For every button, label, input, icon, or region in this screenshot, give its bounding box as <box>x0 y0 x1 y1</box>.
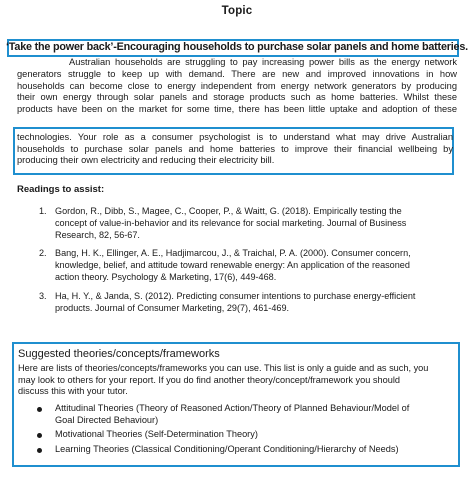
reading-line: Bang, H. K., Ellinger, A. E., Hadjimarcou, J., & Traichal, P. A. (2000). Consumer concern, <box>55 248 411 259</box>
intro-line: Australian households are struggling to pay increasing power bills as the energy network <box>69 57 457 67</box>
suggested-line: discuss this with your tutor. <box>18 386 128 396</box>
reading-line: Ha, H. Y., & Janda, S. (2012). Predicting consumer intentions to purchase energy-efficient <box>55 290 416 301</box>
role-line: producing their own electricity and reducing their electricity bill. <box>17 155 275 166</box>
reading-line: products. Journal of Consumer Marketing, 29(7), 461-469. <box>55 302 290 313</box>
readings-list <box>0 205 474 320</box>
reading-number: 1. <box>39 206 47 216</box>
bullet-line: Attitudinal Theories (Theory of Reasoned Action/Theory of Planned Behaviour/Model of <box>55 403 410 413</box>
suggested-title: Suggested theories/concepts/frameworks <box>18 348 220 360</box>
suggested-line: may look to others for your report. If you do find another theory/concept/framework you should <box>18 374 400 385</box>
bullet-item <box>0 444 474 456</box>
bullet-icon <box>37 433 42 438</box>
reading-item <box>0 247 474 283</box>
bullet-line: Goal Directed Behaviour) <box>55 414 159 425</box>
reading-line: knowledge, belief, and attitude toward renewable energy: An application of the reasoned <box>55 260 410 271</box>
role-line: technologies. Your role as a consumer psychologist is to understand what may drive Australian <box>17 132 453 142</box>
bullet-icon <box>37 448 42 453</box>
intro-line: products have been on the market for some time, there has been little uptake and adoption of these <box>17 104 457 115</box>
bullet-icon <box>37 407 42 412</box>
reading-number: 3. <box>39 290 47 301</box>
reading-line: concept of value-in-behavior and its relevance for social marketing. Journal of Business <box>55 218 407 229</box>
bullet-line: Motivational Theories (Self-Determination Theory) <box>55 429 258 440</box>
reading-number: 2. <box>39 248 47 259</box>
intro-line: generators struggle to keep up with demand. There are new and improved innovations in how <box>17 68 457 79</box>
suggested-paragraph <box>18 363 454 398</box>
role-line: households to purchase solar panels and home batteries to improve their financial wellbeing by <box>17 143 453 154</box>
theories-bullet-list <box>0 403 474 458</box>
reading-item <box>0 205 474 241</box>
topic-title: ‘Take the power back’-Encouraging households to purchase solar panels and home batteries. <box>6 41 468 53</box>
bullet-item <box>0 429 474 441</box>
intro-line: their own energy through solar panels and storage products such as home batteries. Whilst these <box>17 92 457 103</box>
reading-line: Research, 82, 56-67. <box>55 230 140 241</box>
reading-line: action theory. Psychology & Marketing, 17(6), 449-468. <box>55 272 277 283</box>
intro-paragraph <box>17 57 457 116</box>
bullet-line: Learning Theories (Classical Conditioning/Operant Conditioning/Hierarchy of Needs) <box>55 443 399 454</box>
intro-line: households can become close to energy independent from energy network generators by producing <box>17 80 457 91</box>
page-title: Topic <box>221 5 253 17</box>
reading-item <box>0 290 474 314</box>
reading-line: Gordon, R., Dibb, S., Magee, C., Cooper, P., & Waitt, G. (2018). Empirically testing the <box>55 206 402 216</box>
suggested-line: Here are lists of theories/concepts/frameworks you can use. This list is only a guide and as such, you <box>18 363 429 373</box>
readings-heading: Readings to assist: <box>17 184 105 195</box>
role-paragraph <box>17 132 453 167</box>
bullet-item <box>0 403 474 426</box>
